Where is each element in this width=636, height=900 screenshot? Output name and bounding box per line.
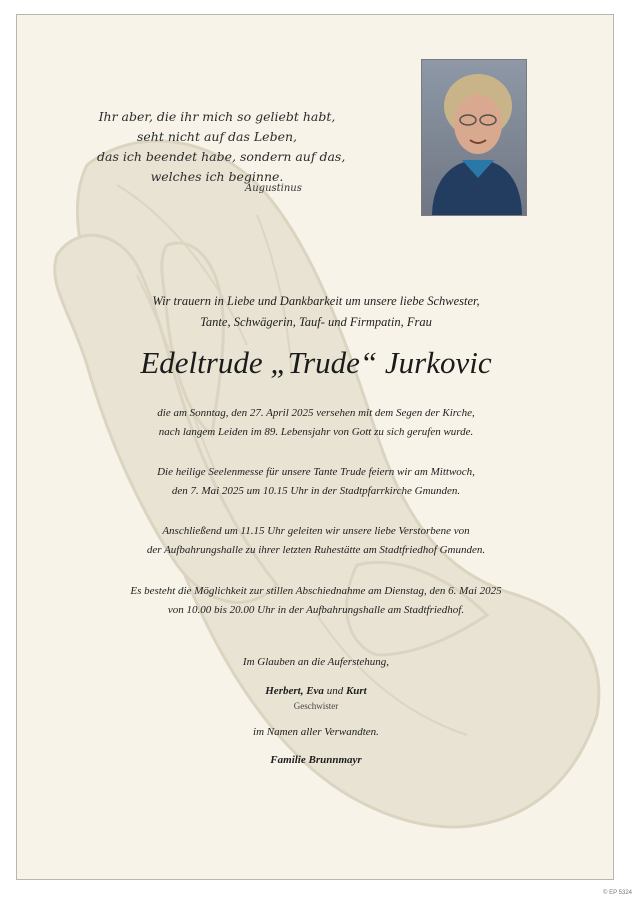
quote-line: seht nicht auf das Leben, [136, 129, 298, 144]
deceased-name: Edeltrude „Trude“ Jurkovic [140, 345, 492, 380]
sibling-name: Herbert, [265, 685, 304, 697]
intro-line: Tante, Schwägerin, Tauf- und Firmpatin, Frau [200, 315, 432, 329]
family-signature: Familie Brunnmayr [270, 754, 362, 766]
quote-author: Augustinus [245, 183, 302, 194]
sibling-name: Kurt [345, 685, 367, 697]
faith-line: Im Glauben an die Auferstehung, [242, 656, 390, 668]
paragraph-line: Die heilige Seelenmesse für unsere Tante Trude feiern wir am Mittwoch, [157, 466, 475, 478]
death-notice-paragraph [17, 404, 614, 442]
sibling-name: Eva [306, 685, 324, 697]
mass-paragraph [17, 463, 614, 501]
intro-text [17, 291, 614, 333]
paragraph-line: der Aufbahrungshalle zu ihrer letzten Ruhestätte am Stadtfriedhof Gmunden. [146, 544, 486, 556]
farewell-paragraph [17, 582, 614, 620]
portrait-photo [421, 59, 527, 216]
paragraph-line: Anschließend um 11.15 Uhr geleiten wir unsere liebe Verstorbene von [162, 525, 470, 537]
quote-line: das ich beendet habe, sondern auf das, [97, 149, 346, 164]
paragraph-line: nach langem Leiden im 89. Lebensjahr von Gott zu sich gerufen wurde. [158, 426, 474, 438]
siblings-role: Geschwister [293, 701, 339, 711]
siblings-names [17, 685, 614, 697]
memorial-quote [97, 107, 346, 187]
footer-code: © EP 5324 [603, 890, 632, 896]
paragraph-line: die am Sonntag, den 27. April 2025 versehen mit dem Segen der Kirche, [157, 407, 475, 419]
burial-paragraph [17, 522, 614, 560]
relatives-line: im Namen aller Verwandten. [253, 726, 379, 738]
intro-line: Wir trauern in Liebe und Dankbarkeit um unsere liebe Schwester, [152, 294, 480, 308]
quote-line: welches ich beginne. [150, 169, 284, 184]
obituary-card [16, 14, 614, 880]
paragraph-line: den 7. Mai 2025 um 10.15 Uhr in der Stadtpfarrkirche Gmunden. [171, 485, 461, 497]
conjunction: und [326, 685, 344, 697]
paragraph-line: Es besteht die Möglichkeit zur stillen Abschiednahme am Dienstag, den 6. Mai 2025 [130, 585, 502, 597]
paragraph-line: von 10.00 bis 20.00 Uhr in der Aufbahrungshalle am Stadtfriedhof. [167, 604, 465, 616]
quote-line: Ihr aber, die ihr mich so geliebt habt, [98, 109, 336, 124]
